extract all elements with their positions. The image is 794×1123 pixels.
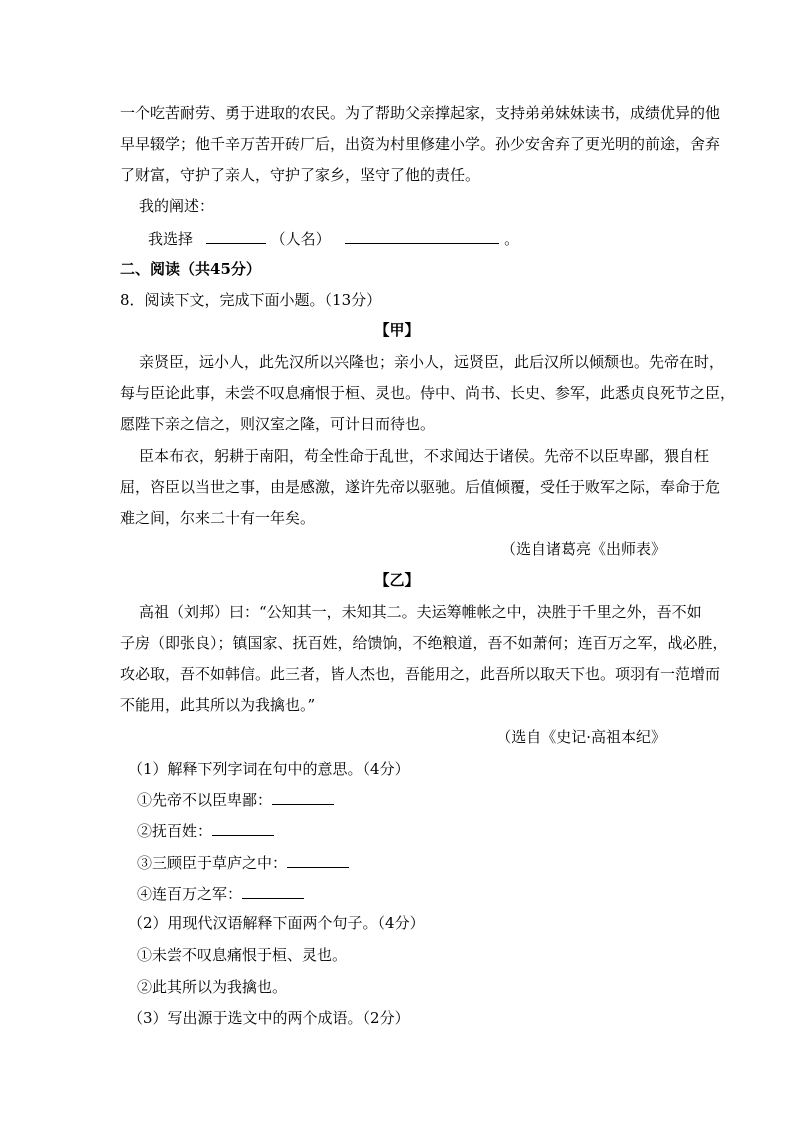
passage-jia-line: 难之间，尔来二十有一年矣。 — [120, 509, 316, 527]
answer-blank[interactable] — [287, 853, 349, 868]
passage-yi-line: 不能用，此其所以为我擒也。” — [120, 696, 316, 714]
sub1-item — [137, 884, 304, 904]
sub1-item — [137, 790, 334, 810]
passage-jia-line: 屈，咨臣以当世之事，由是感激，遂许先帝以驱驰。后值倾覆，受任于败军之际，奉命于危 — [120, 478, 721, 496]
answer-blank[interactable] — [242, 884, 304, 899]
passage-yi-source: （选自《史记·高祖本纪》 — [496, 728, 666, 746]
sub1-item-text: ①先帝不以臣卑鄙： — [137, 791, 273, 809]
intro-line-2: 早早辍学；他千辛万苦开砖厂后，出资为村里修建小学。孙少安舍弃了更光明的前途，舍弃 — [120, 135, 721, 153]
sub-question-3-prompt: （3）写出源于选文中的两个成语。（2分） — [128, 1009, 410, 1027]
question-8-prompt: 8．阅读下文，完成下面小题。（13分） — [120, 291, 382, 309]
passage-yi-line: 子房（即张良）；镇国家、抚百姓，给馈饷，不绝粮道，吾不如萧何；连百万之军，战必胜， — [120, 634, 728, 652]
passage-yi-title: 【乙】 — [374, 571, 420, 589]
passage-jia-source: （选自诸葛亮《出师表》 — [500, 540, 666, 558]
passage-yi-line: 攻必取，吾不如韩信。此三者，皆人杰也，吾能用之，此吾所以取天下也。项羽有一范增而 — [120, 665, 721, 683]
sub-question-1-prompt: （1）解释下列字词在句中的意思。（4分） — [128, 760, 410, 778]
sub1-item — [137, 853, 349, 873]
choose-prefix: 我选择 — [148, 230, 194, 248]
passage-yi-line: 高祖（刘邦）曰：“公知其一，未知其二。夫运筹帷帐之中，决胜于千里之外，吾不如 — [139, 603, 702, 621]
sub1-item — [137, 821, 274, 841]
sub-question-2-prompt: （2）用现代汉语解释下面两个句子。（4分） — [128, 914, 425, 932]
answer-blank[interactable] — [272, 790, 334, 805]
section-heading: 二、阅读（共45分） — [120, 260, 261, 278]
passage-jia-line: 愿陛下亲之信之，则汉室之隆，可计日而待也。 — [120, 415, 436, 433]
choose-line — [148, 229, 519, 249]
passage-jia-line: 亲贤臣，远小人，此先汉所以兴隆也；亲小人，远贤臣，此后汉所以倾颓也。先帝在时， — [139, 353, 725, 371]
answer-blank[interactable] — [212, 821, 274, 836]
sub1-item-text: ②抚百姓： — [137, 822, 213, 840]
sub1-item-text: ④连百万之军： — [137, 885, 243, 903]
passage-jia-line: 每与臣论此事，未尝不叹息痛恨于桓、灵也。侍中、尚书、长史、参军，此悉贞良死节之臣， — [120, 384, 736, 402]
my-statement-label: 我的阐述： — [139, 197, 215, 215]
choose-mid: （人名） — [270, 230, 331, 248]
passage-jia-line: 臣本布衣，躬耕于南阳，苟全性命于乱世，不求闻达于诸侯。先帝不以臣卑鄙，猥自枉 — [139, 447, 710, 465]
sub2-item: ②此其所以为我擒也。 — [137, 978, 288, 996]
choose-end: 。 — [504, 230, 520, 248]
sub2-item: ①未尝不叹息痛恨于桓、灵也。 — [137, 946, 348, 964]
intro-line-3: 了财富，守护了亲人，守护了家乡，坚守了他的责任。 — [120, 166, 481, 184]
statement-answer-blank[interactable] — [345, 229, 499, 244]
sub1-item-text: ③三顾臣于草庐之中： — [137, 854, 288, 872]
intro-line-1: 一个吃苦耐劳、勇于进取的农民。为了帮助父亲撑起家，支持弟弟妹妹读书，成绩优异的他 — [120, 104, 721, 122]
passage-jia-title: 【甲】 — [374, 321, 420, 339]
name-answer-blank[interactable] — [206, 229, 266, 244]
